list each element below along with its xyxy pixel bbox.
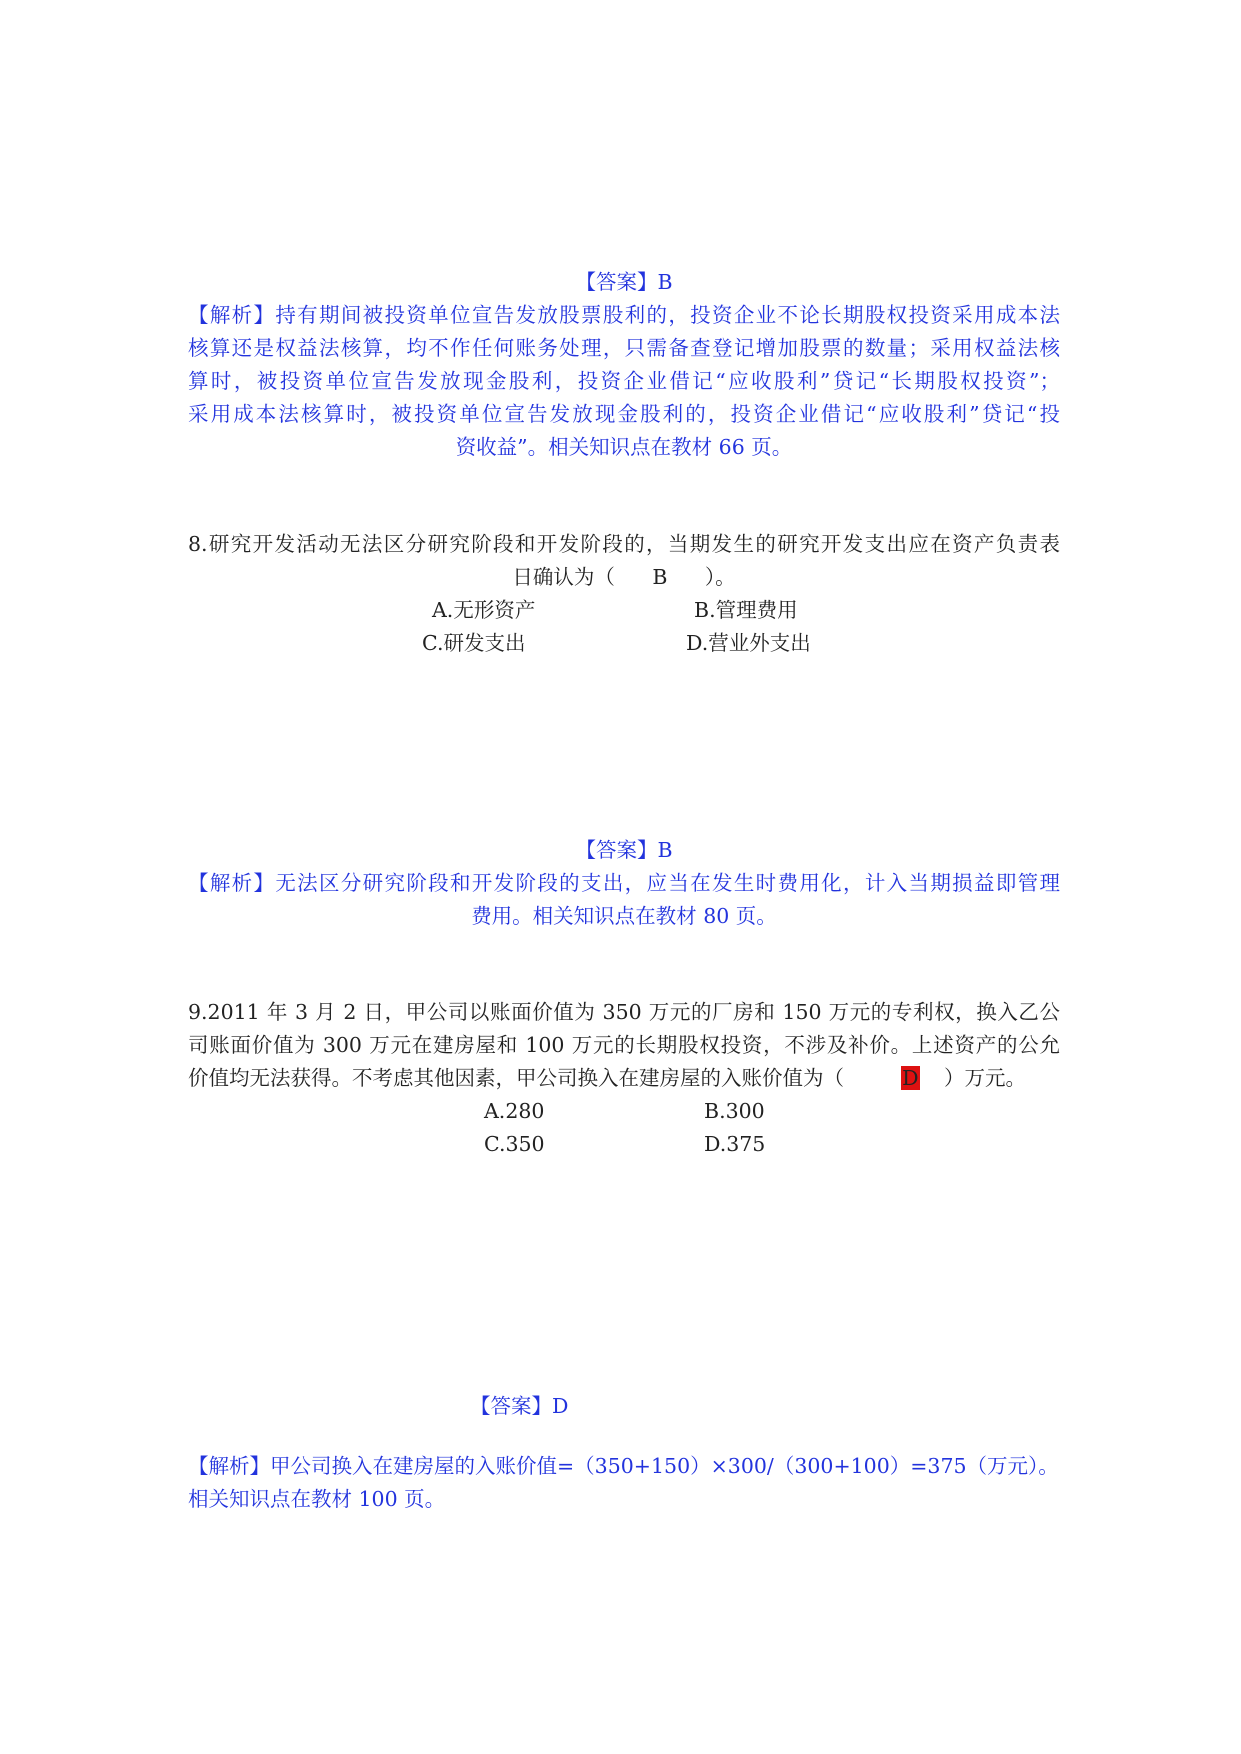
q9-stem-line: 司账面价值为 300 万元在建房屋和 100 万元的长期股权投资，不涉及补价。上述资产的公允: [188, 1033, 1060, 1057]
q8-analysis-line: 【解析】无法区分研究阶段和开发阶段的支出，应当在发生时费用化，计入当期损益即管理: [188, 871, 1060, 895]
q9-stem-line: [188, 1062, 1060, 1095]
q9-stem-answer: D: [902, 1066, 919, 1090]
q8-answer: 【答案】B: [575, 838, 673, 862]
q7-analysis-line: 算时，被投资单位宣告发放现金股利，投资企业借记“应收股利”贷记“长期股权投资”；: [188, 369, 1060, 393]
q7-analysis-line: 资收益”。相关知识点在教材 66 页。: [455, 435, 793, 459]
q9-analysis: [188, 1450, 1060, 1516]
q8-stem-answer: B: [652, 565, 668, 589]
q9-option-a: A.280: [484, 1099, 545, 1123]
q8-stem-text: ）。: [704, 565, 736, 589]
q9-stem-answer-wrap: [844, 1062, 944, 1095]
q9-stem-line: 9.2011 年 3 月 2 日，甲公司以账面价值为 350 万元的厂房和 150 万元的专利权，换入乙公: [188, 1000, 1060, 1024]
q8-stem-text: 日确认为（: [512, 565, 615, 589]
q8-option-b: B.管理费用: [694, 598, 798, 622]
q7-analysis-line: 采用成本法核算时，被投资单位宣告发放现金股利的，投资企业借记“应收股利”贷记“投: [188, 402, 1060, 426]
q9-option-c: C.350: [484, 1132, 545, 1156]
q9-stem: [188, 996, 1060, 1095]
q7-analysis-line: 【解析】持有期间被投资单位宣告发放股票股利的，投资企业不论长期股权投资采用成本法: [188, 303, 1060, 327]
q9-stem-text: 价值均无法获得。不考虑其他因素，甲公司换入在建房屋的入账价值为（: [188, 1066, 844, 1090]
q8-stem-line: [188, 561, 1060, 594]
q8-analysis-line: 费用。相关知识点在教材 80 页。: [471, 904, 777, 928]
q8-stem: [188, 528, 1060, 594]
q9-stem-text: ）万元。: [944, 1066, 1026, 1090]
q7-analysis: [188, 299, 1060, 464]
q9-option-d: D.375: [704, 1132, 766, 1156]
q8-option-d: D.营业外支出: [686, 631, 811, 655]
q8-option-a: A.无形资产: [432, 598, 536, 622]
q7-analysis-line: 核算还是权益法核算，均不作任何账务处理，只需备查登记增加股票的数量；采用权益法核: [188, 336, 1060, 360]
q9-analysis-line: 相关知识点在教材 100 页。: [188, 1487, 446, 1511]
q9-option-b: B.300: [704, 1099, 765, 1123]
q7-answer: 【答案】B: [575, 270, 673, 294]
q9-analysis-line: 【解析】甲公司换入在建房屋的入账价值=（350+150）×300/（300+100）=375（万元）。: [188, 1454, 1059, 1478]
q8-option-c: C.研发支出: [422, 631, 526, 655]
q8-analysis: [188, 867, 1060, 933]
q9-answer: 【答案】D: [470, 1394, 569, 1418]
q8-stem-line: 8.研究开发活动无法区分研究阶段和开发阶段的，当期发生的研究开发支出应在资产负责表: [188, 532, 1060, 556]
